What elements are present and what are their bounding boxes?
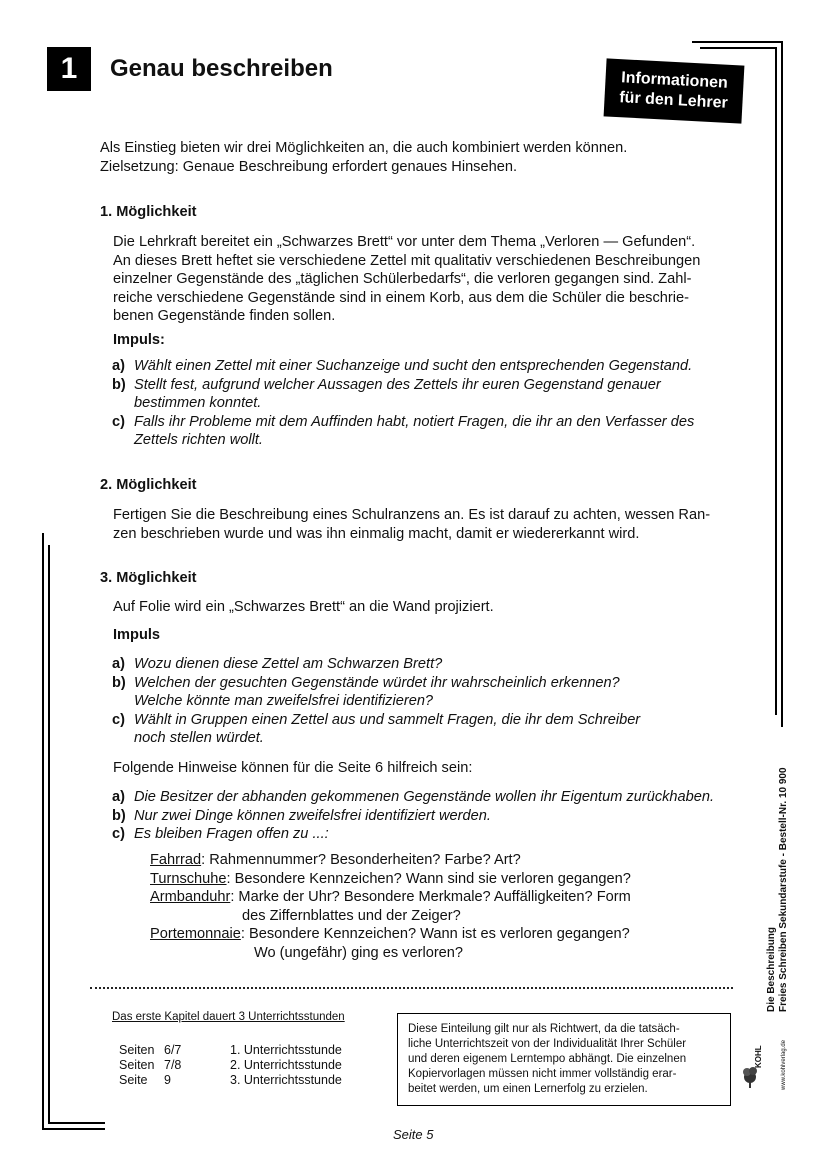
list-item: b) Stellt fest, aufgrund welcher Aussagen des Zettels ihr euren Gegenstand genauer bestimmen konntet. [112, 376, 661, 411]
paragraph-line: reiche verschiedene Gegenstände sind in einem Korb, aus dem die Schüler die beschrie- [113, 289, 689, 306]
page-number: Seite 5 [393, 1127, 434, 1142]
paragraph-line: zen beschrieben wurde und was ihn einmalig macht, damit er wiedererkannt wird. [113, 525, 640, 542]
publisher-name: KOHL [754, 1045, 763, 1068]
teacher-info-label [604, 58, 745, 123]
frame-top-line-inner [700, 47, 776, 49]
list-item: b) Welchen der gesuchten Gegenstände würdet ihr wahrscheinlich erkennen? Welche könnte man zweifelsfrei identifizieren? [112, 674, 620, 709]
impuls-list-1 [112, 357, 742, 450]
table-row: Seite 9 3. Unterrichtsstunde [119, 1073, 342, 1087]
note-line: Diese Einteilung gilt nur als Richtwert, da die tatsäch- [408, 1023, 680, 1035]
note-line: Kopiervorlagen müssen nicht immer vollständig erar- [408, 1068, 677, 1080]
frame-top-line-outer [692, 41, 782, 43]
paragraph-line: einzelner Gegenstände des „täglichen Schülerbedarfs“, die verloren gegangen sind. Zahl- [113, 271, 692, 287]
paragraph-line: benen Gegenstände finden sollen. [113, 308, 336, 324]
impuls-heading-3: Impuls [113, 627, 161, 643]
section-heading-1: 1. Möglichkeit [100, 204, 197, 220]
frame-bottom-line-inner [48, 1122, 105, 1124]
info-line-1: Informationen [620, 69, 729, 92]
question-list [150, 851, 740, 962]
hinweise-line: Folgende Hinweise können für die Seite 6 hilfreich sein: [113, 760, 473, 776]
section-3-line: Auf Folie wird ein „Schwarzes Brett“ an die Wand projiziert. [113, 599, 494, 615]
info-line-2: für den Lehrer [618, 89, 729, 112]
question-item: Turnschuhe: Besondere Kennzeichen? Wann sind sie verloren gegangen? [150, 870, 631, 887]
intro-line-2: Zielsetzung: Genaue Beschreibung erfordert genaues Hinsehen. [100, 158, 517, 175]
frame-right-line-inner [775, 47, 777, 715]
section-heading-3: 3. Möglichkeit [100, 570, 197, 586]
frame-left-line-outer [42, 533, 44, 1130]
paragraph-line: Die Lehrkraft bereitet ein „Schwarzes Brett“ vor unter dem Thema „Verloren — Gefunden“. [113, 234, 696, 250]
note-line: liche Unterrichtszeit von der Individualität Ihrer Schüler [408, 1038, 687, 1050]
frame-right-line-outer [781, 41, 783, 727]
side-series-title [766, 767, 790, 1012]
list-item: c) Es bleiben Fragen offen zu ...: [112, 826, 329, 842]
note-box [397, 1013, 731, 1106]
section-1-paragraph [113, 233, 733, 326]
table-row: Seiten 6/7 1. Unterrichtsstunde [119, 1043, 342, 1057]
question-item: Fahrrad: Rahmennummer? Besonderheiten? Farbe? Art? [150, 852, 521, 868]
intro [100, 139, 730, 176]
frame-left-line-inner [48, 545, 50, 1124]
list-item: a) Wählt einen Zettel mit einer Suchanzeige und sucht den entsprechenden Gegenstand. [112, 358, 693, 374]
frame-bottom-line-outer [42, 1128, 105, 1130]
paragraph-line: An dieses Brett heftet sie verschiedene Zettel mit qualitativ verschiedenen Beschreibungen [113, 252, 701, 269]
impuls-list-3 [112, 655, 742, 748]
section-2-paragraph [113, 506, 733, 543]
note-line: beitet werden, um einen Lernerfolg zu erzielen. [408, 1083, 648, 1095]
list-item: a) Wozu dienen diese Zettel am Schwarzen Brett? [112, 656, 443, 672]
schedule-table [119, 1043, 342, 1088]
dotted-divider [90, 987, 733, 989]
page-title: Genau beschreiben [110, 55, 333, 82]
question-item: Armbanduhr: Marke der Uhr? Besondere Merkmale? Auffälligkeiten? Form [150, 889, 631, 905]
list-item: c) Wählt in Gruppen einen Zettel aus und sammelt Fragen, die ihr dem Schreiber noch stellen würdet. [112, 711, 641, 746]
side-line-1: Die Beschreibung [766, 926, 777, 1012]
question-cont: Wo (ungefähr) ging es verloren? [254, 944, 464, 961]
intro-line-1: Als Einstieg bieten wir drei Möglichkeiten an, die auch kombiniert werden können. [100, 140, 628, 156]
section-heading-2: 2. Möglichkeit [100, 477, 197, 493]
list-item: a) Die Besitzer der abhanden gekommenen Gegenstände wollen ihr Eigentum zurückhaben. [112, 789, 715, 805]
question-item: Portemonnaie: Besondere Kennzeichen? Wann ist es verloren gegangen? [150, 926, 630, 942]
note-line: und deren eigenem Lerntempo abhängt. Die einzelnen [408, 1053, 687, 1065]
chapter-number: 1 [47, 47, 91, 91]
list-item: b) Nur zwei Dinge können zweifelsfrei identifiziert werden. [112, 807, 491, 824]
schedule-title: Das erste Kapitel dauert 3 Unterrichtsstunden [112, 1011, 345, 1023]
publisher-website: www.kohlverlag.de [781, 1039, 787, 1090]
question-cont: des Ziffernblattes und der Zeiger? [242, 907, 461, 924]
hinweise-list [112, 788, 742, 844]
paragraph-line: Fertigen Sie die Beschreibung eines Schulranzens an. Es ist darauf zu achten, wessen Ran- [113, 507, 711, 523]
list-item: c) Falls ihr Probleme mit dem Auffinden habt, notiert Fragen, die ihr an den Verfasser des Zettels richten wollt. [112, 413, 695, 448]
table-row: Seiten 7/8 2. Unterrichtsstunde [119, 1058, 342, 1072]
side-line-2: Freies Schreiben Sekundarstufe - Bestell-Nr. 10 900 [778, 767, 789, 1012]
impuls-heading-1: Impuls: [113, 332, 165, 348]
